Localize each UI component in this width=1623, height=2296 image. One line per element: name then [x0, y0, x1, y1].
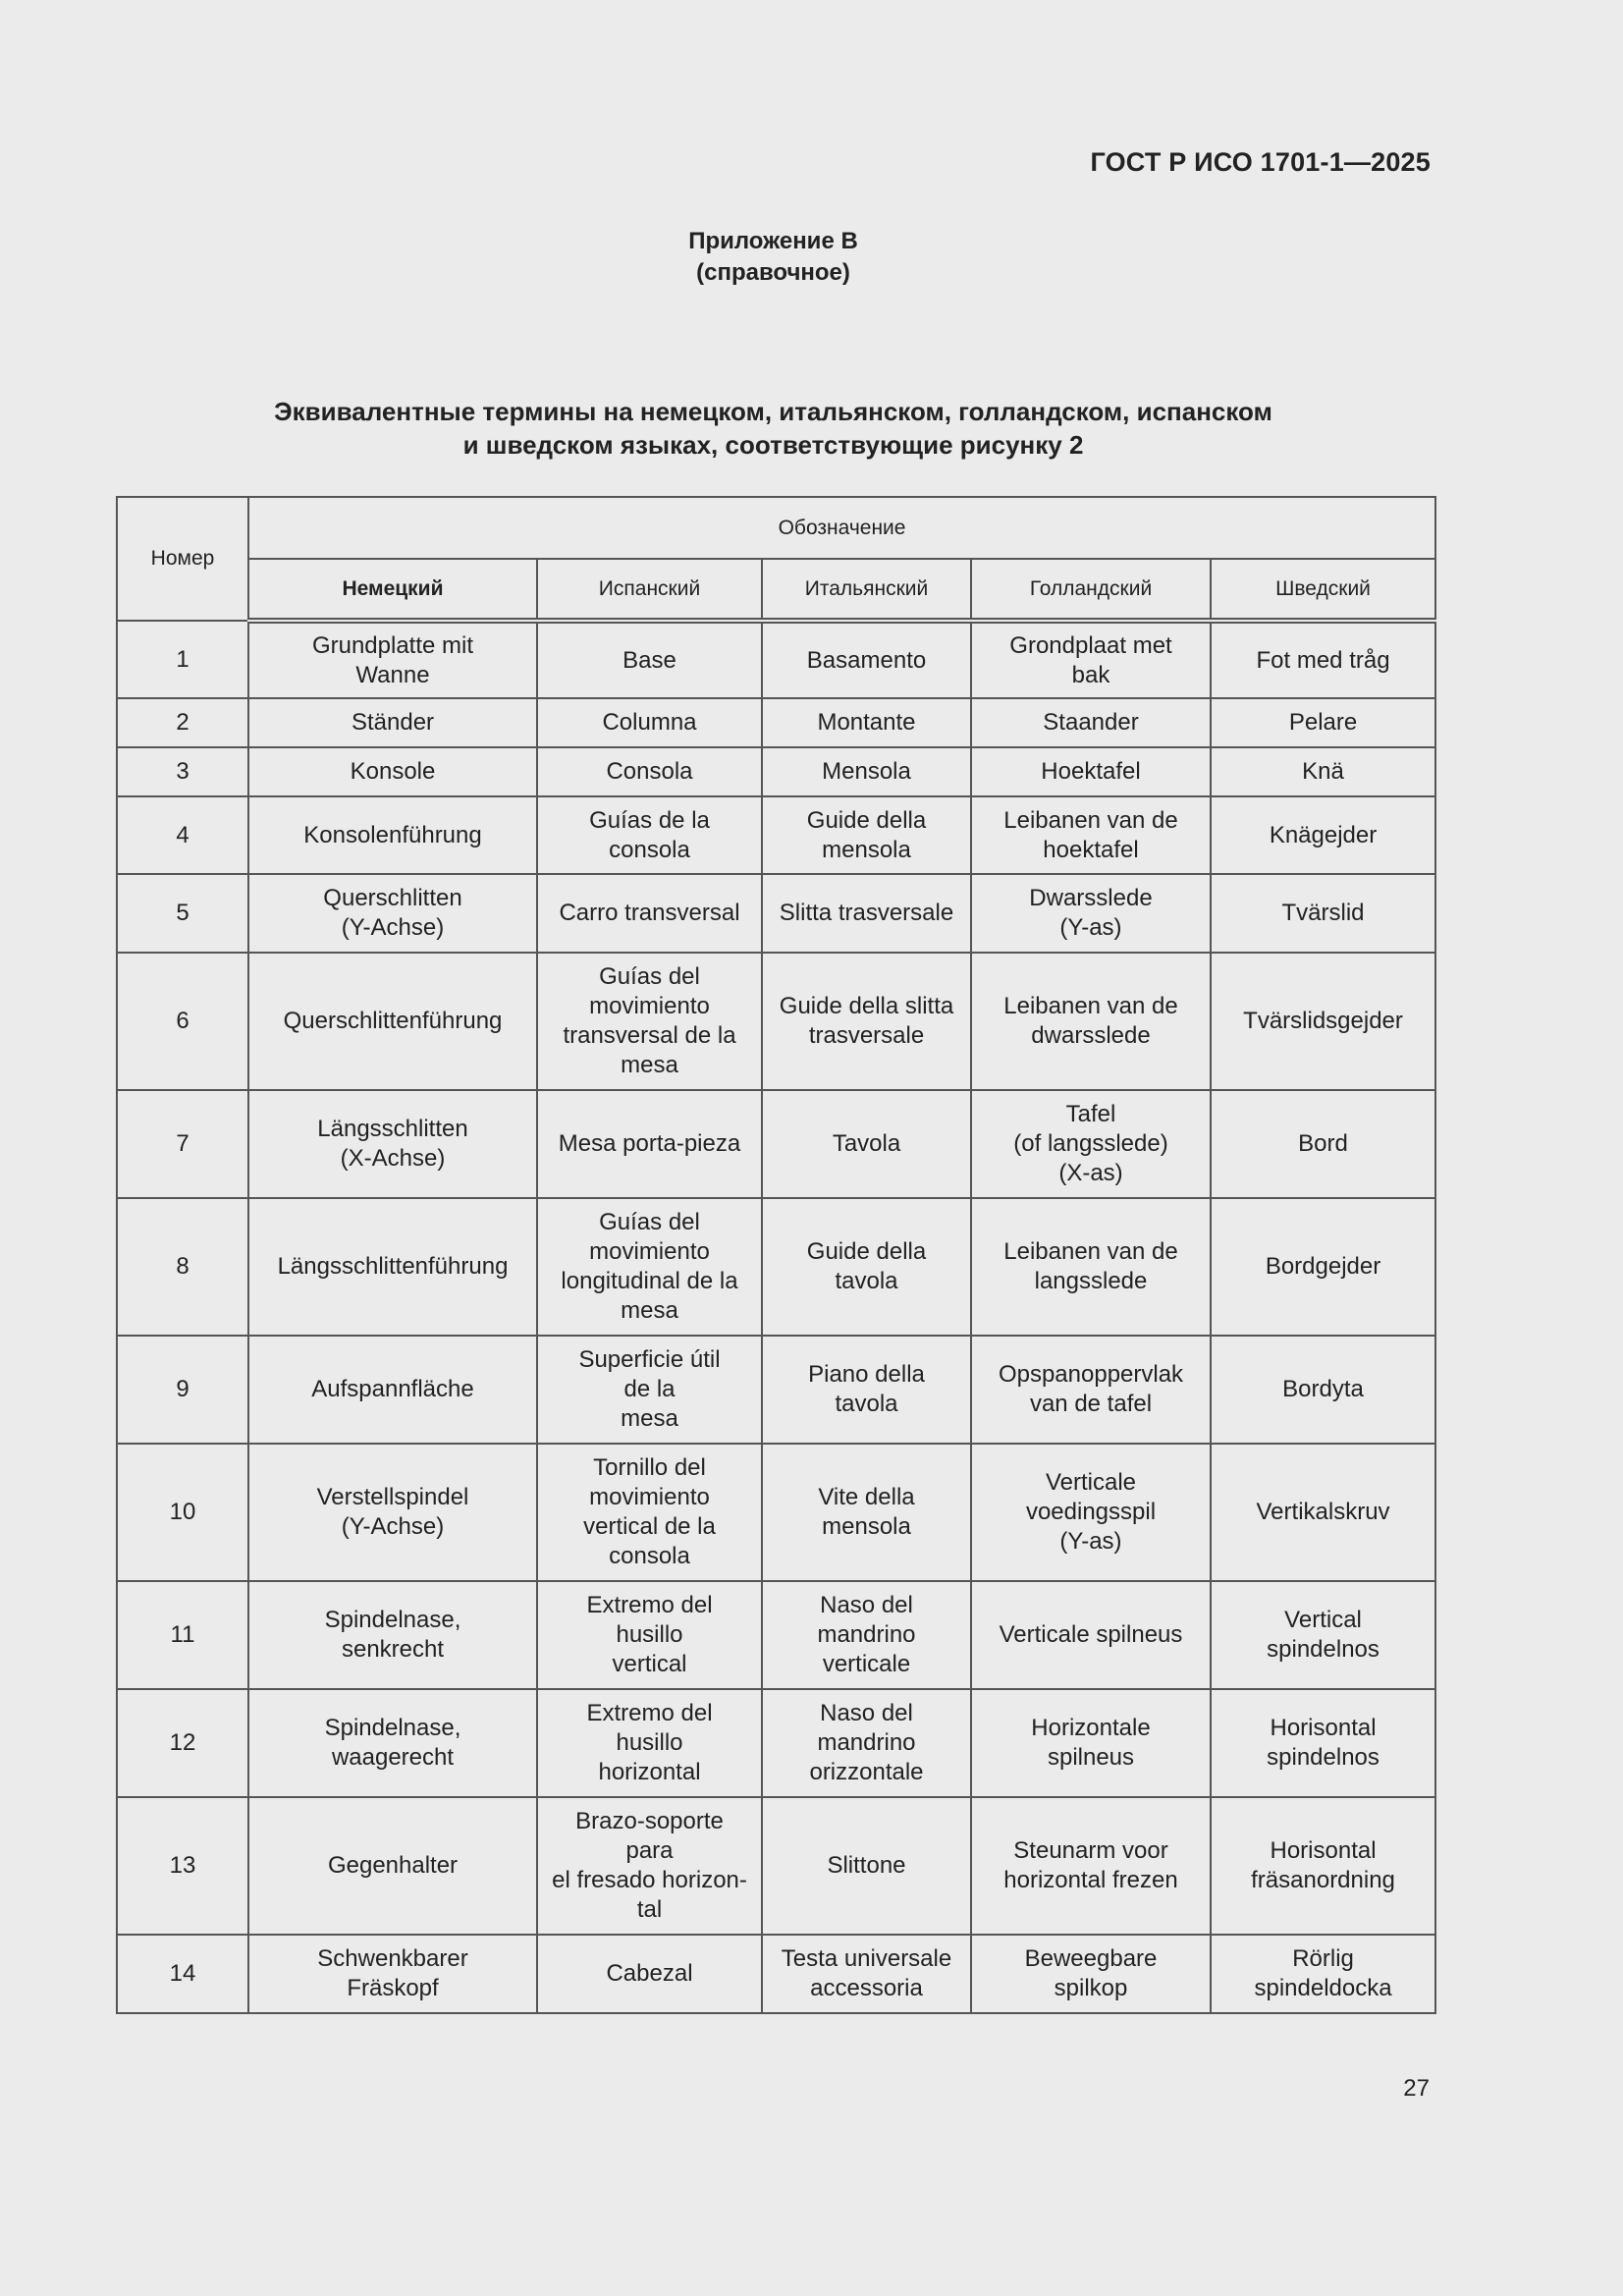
row-number-cell: 11: [117, 1581, 248, 1689]
table-row: [117, 1336, 1435, 1444]
table-header: [117, 497, 1435, 621]
term-cell-swedish: Bordyta: [1211, 1336, 1435, 1444]
designation-header: Обозначение: [248, 497, 1435, 559]
term-cell-swedish: Tvärslidsgejder: [1211, 953, 1435, 1090]
term-cell-dutch: Dwarsslede (Y-as): [971, 874, 1211, 953]
term-cell-german: Gegenhalter: [248, 1797, 537, 1935]
term-cell-german: Spindelnase, waagerecht: [248, 1689, 537, 1797]
term-cell-german: Verstellspindel (Y-Achse): [248, 1444, 537, 1581]
term-cell-dutch: Opspanoppervlak van de tafel: [971, 1336, 1211, 1444]
term-cell-italian: Basamento: [762, 621, 971, 698]
term-cell-spanish: Extremo del husillo horizontal: [537, 1689, 762, 1797]
term-cell-german: Querschlittenführung: [248, 953, 537, 1090]
page-number: 27: [1403, 2075, 1430, 2102]
term-cell-german: Konsole: [248, 747, 537, 796]
term-cell-swedish: Pelare: [1211, 698, 1435, 747]
term-cell-german: Spindelnase, senkrecht: [248, 1581, 537, 1689]
term-cell-italian: Naso del mandrino orizzontale: [762, 1689, 971, 1797]
term-cell-spanish: Mesa porta-pieza: [537, 1090, 762, 1198]
term-cell-swedish: Bord: [1211, 1090, 1435, 1198]
term-cell-dutch: Verticale voedingsspil (Y-as): [971, 1444, 1211, 1581]
term-cell-german: Schwenkbarer Fräskopf: [248, 1935, 537, 2013]
table-row: [117, 1198, 1435, 1336]
term-cell-italian: Vite della mensola: [762, 1444, 971, 1581]
annex-heading: [0, 226, 1546, 289]
table-row: [117, 796, 1435, 874]
term-cell-swedish: Rörlig spindeldocka: [1211, 1935, 1435, 2013]
row-number-cell: 6: [117, 953, 248, 1090]
term-cell-dutch: Leibanen van de langsslede: [971, 1198, 1211, 1336]
row-number-cell: 14: [117, 1935, 248, 2013]
term-cell-italian: Tavola: [762, 1090, 971, 1198]
term-cell-italian: Slittone: [762, 1797, 971, 1935]
term-cell-spanish: Tornillo del movimiento vertical de la consola: [537, 1444, 762, 1581]
table-row: [117, 1689, 1435, 1797]
column-header-german: Немецкий: [248, 559, 537, 621]
term-cell-italian: Guide della mensola: [762, 796, 971, 874]
row-number-cell: 5: [117, 874, 248, 953]
term-cell-swedish: Vertikalskruv: [1211, 1444, 1435, 1581]
table-title-line-2: и шведском языках, соответствующие рисунку 2: [462, 430, 1084, 460]
table-row: [117, 1090, 1435, 1198]
term-cell-dutch: Horizontale spilneus: [971, 1689, 1211, 1797]
table-row: [117, 747, 1435, 796]
row-number-cell: 8: [117, 1198, 248, 1336]
term-cell-spanish: Guías de la consola: [537, 796, 762, 874]
term-cell-dutch: Tafel (of langsslede) (X-as): [971, 1090, 1211, 1198]
term-cell-spanish: Cabezal: [537, 1935, 762, 2013]
row-number-cell: 13: [117, 1797, 248, 1935]
column-header-swedish: Шведский: [1211, 559, 1435, 621]
term-cell-spanish: Base: [537, 621, 762, 698]
column-header-dutch: Голландский: [971, 559, 1211, 621]
table-row: [117, 874, 1435, 953]
term-cell-german: Konsolenführung: [248, 796, 537, 874]
term-cell-dutch: Grondplaat met bak: [971, 621, 1211, 698]
term-cell-italian: Slitta trasversale: [762, 874, 971, 953]
term-cell-italian: Montante: [762, 698, 971, 747]
table-row: [117, 621, 1435, 698]
term-cell-dutch: Hoektafel: [971, 747, 1211, 796]
term-cell-spanish: Guías del movimiento transversal de la mesa: [537, 953, 762, 1090]
term-cell-spanish: Consola: [537, 747, 762, 796]
term-cell-german: Längsschlitten (X-Achse): [248, 1090, 537, 1198]
term-cell-spanish: Superficie útil de la mesa: [537, 1336, 762, 1444]
term-cell-swedish: Vertical spindelnos: [1211, 1581, 1435, 1689]
term-cell-german: Ständer: [248, 698, 537, 747]
row-number-cell: 1: [117, 621, 248, 698]
term-cell-swedish: Knä: [1211, 747, 1435, 796]
table-row: [117, 1797, 1435, 1935]
standard-code: ГОСТ Р ИСО 1701-1—2025: [1090, 147, 1431, 177]
table-row: [117, 1444, 1435, 1581]
term-cell-dutch: Steunarm voor horizontal frezen: [971, 1797, 1211, 1935]
term-cell-dutch: Staander: [971, 698, 1211, 747]
row-number-cell: 2: [117, 698, 248, 747]
row-number-cell: 10: [117, 1444, 248, 1581]
term-cell-swedish: Horisontal spindelnos: [1211, 1689, 1435, 1797]
term-cell-spanish: Columna: [537, 698, 762, 747]
annex-type: (справочное): [696, 259, 850, 286]
term-cell-italian: Piano della tavola: [762, 1336, 971, 1444]
term-cell-swedish: Fot med tråg: [1211, 621, 1435, 698]
term-cell-german: Aufspannfläche: [248, 1336, 537, 1444]
table-row: [117, 1935, 1435, 2013]
term-cell-spanish: Brazo-soporte para el fresado horizon- tal: [537, 1797, 762, 1935]
table-title-line-1: Эквивалентные термины на немецком, итальянском, голландском, испанском: [274, 397, 1272, 426]
term-cell-spanish: Guías del movimiento longitudinal de la mesa: [537, 1198, 762, 1336]
term-cell-italian: Naso del mandrino verticale: [762, 1581, 971, 1689]
table-row: [117, 953, 1435, 1090]
term-cell-spanish: Extremo del husillo vertical: [537, 1581, 762, 1689]
term-cell-italian: Guide della tavola: [762, 1198, 971, 1336]
table-row: [117, 698, 1435, 747]
term-cell-swedish: Tvärslid: [1211, 874, 1435, 953]
row-number-cell: 12: [117, 1689, 248, 1797]
term-cell-german: Grundplatte mit Wanne: [248, 621, 537, 698]
term-cell-dutch: Verticale spilneus: [971, 1581, 1211, 1689]
term-cell-dutch: Leibanen van de hoektafel: [971, 796, 1211, 874]
annex-title: Приложение В: [688, 228, 858, 254]
row-number-cell: 7: [117, 1090, 248, 1198]
row-number-cell: 9: [117, 1336, 248, 1444]
column-header-italian: Итальянский: [762, 559, 971, 621]
column-header-spanish: Испанский: [537, 559, 762, 621]
term-cell-dutch: Leibanen van de dwarsslede: [971, 953, 1211, 1090]
row-number-cell: 4: [117, 796, 248, 874]
term-cell-swedish: Knägejder: [1211, 796, 1435, 874]
number-column-header: Номер: [117, 497, 248, 621]
equivalent-terms-table: [116, 496, 1436, 2014]
table-body: [117, 621, 1435, 2013]
term-cell-german: Querschlitten (Y-Achse): [248, 874, 537, 953]
term-cell-dutch: Beweegbare spilkop: [971, 1935, 1211, 2013]
term-cell-italian: Guide della slitta trasversale: [762, 953, 971, 1090]
term-cell-german: Längsschlittenführung: [248, 1198, 537, 1336]
table-title: [0, 395, 1546, 462]
term-cell-swedish: Horisontal fräsanordning: [1211, 1797, 1435, 1935]
row-number-cell: 3: [117, 747, 248, 796]
term-cell-italian: Mensola: [762, 747, 971, 796]
table-row: [117, 1581, 1435, 1689]
term-cell-swedish: Bordgejder: [1211, 1198, 1435, 1336]
term-cell-italian: Testa universale accessoria: [762, 1935, 971, 2013]
term-cell-spanish: Carro transversal: [537, 874, 762, 953]
